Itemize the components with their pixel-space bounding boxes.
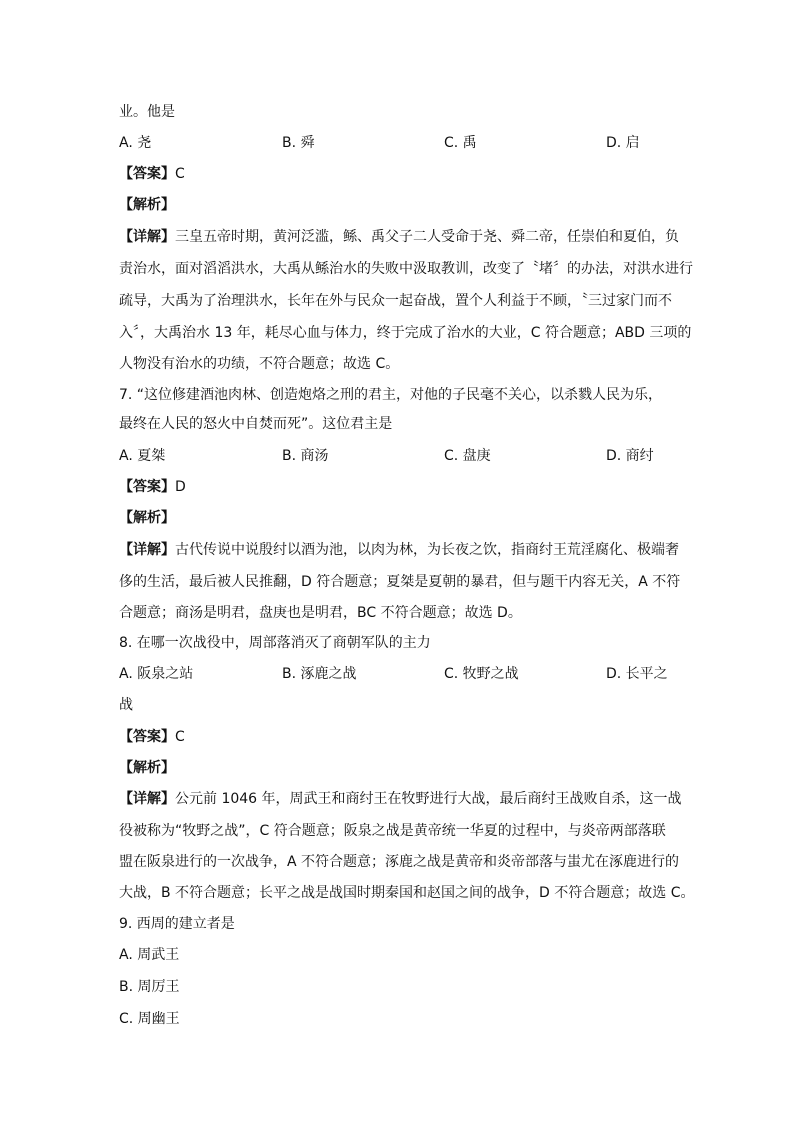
q6-option-d: D. 启 (606, 135, 640, 151)
q6-detail-line-5: 人物没有治水的功绩，不符合题意；故选 C。 (119, 356, 400, 372)
q9-stem: 9. 西周的建立者是 (119, 916, 235, 932)
q7-answer: 【答案】D (119, 479, 186, 495)
q7-option-c: C. 盘庚 (444, 448, 491, 464)
q6-analysis-label: 【解析】 (119, 197, 175, 213)
q8-detail-line-2: 役被称为“牧野之战”，C 符合题意；阪泉之战是黄帝统一华夏的过程中，与炎帝两部落联 (119, 823, 666, 839)
answer-value: C (175, 166, 185, 182)
q6-answer (119, 164, 679, 184)
q7-option-a: A. 夏桀 (119, 448, 166, 464)
q8-option-c: C. 牧野之战 (444, 666, 519, 682)
q8-stem: 8. 在哪一次战役中，周部落消灭了商朝军队的主力 (119, 635, 431, 651)
q7-analysis-label: 【解析】 (119, 510, 175, 526)
q7-detail-line-3: 合题意；商汤是明君，盘庚也是明君，BC 不符合题意；故选 D。 (119, 605, 522, 621)
q6-detail-line-4: 入〞，大禹治水 13 年，耗尽心血与体力，终于完成了治水的大业，C 符合题意；ABD 三项的 (119, 325, 692, 341)
q7-detail-line-2: 侈的生活，最后被人民推翻，D 符合题意；夏桀是夏朝的暴君，但与题干内容无关，A 不符 (119, 574, 681, 590)
q9-option-a: A. 周武王 (119, 947, 180, 963)
q9-option-b: B. 周厉王 (119, 979, 180, 995)
q8-option-d-wrap: 战 (119, 697, 133, 713)
q6-option-a: A. 尧 (119, 135, 152, 151)
q7-stem-line-2: 最终在人民的怒火中自焚而死”。这位君主是 (119, 416, 393, 432)
detail-label: 【详解】 (119, 229, 175, 245)
q8-analysis-label: 【解析】 (119, 760, 175, 776)
q8-option-b: B. 涿鹿之战 (282, 666, 357, 682)
q6-stem-tail: 业。他是 (119, 104, 175, 120)
q8-answer: 【答案】C (119, 729, 185, 745)
q8-detail-line-1: 【详解】公元前 1046 年，周武王和商纣王在牧野进行大战，最后商纣王战败自杀，这一战 (119, 791, 682, 807)
answer-label: 【答案】 (119, 166, 175, 182)
q7-stem-line-1: 7. “这位修建酒池肉林、创造炮烙之刑的君主，对他的子民毫不关心，以杀戮人民为乐， (119, 387, 663, 403)
q9-option-c: C. 周幽王 (119, 1011, 180, 1027)
q6-detail-line-3: 疏导，大禹为了治理洪水，长年在外与民众一起奋战，置个人利益于不顾，〝三过家门而不 (119, 293, 672, 309)
q8-option-a: A. 阪泉之站 (119, 666, 194, 682)
q7-option-b: B. 商汤 (282, 448, 329, 464)
q8-option-d: D. 长平之 (606, 666, 668, 682)
q7-option-d: D. 商纣 (606, 448, 654, 464)
q6-detail-line-2: 责治水，面对滔滔洪水，大禹从鲧治水的失败中汲取教训，改变了〝堵〞的办法，对洪水进行 (119, 261, 693, 277)
q8-detail-line-4: 大战，B 不符合题意；长平之战是战国时期秦国和赵国之间的战争，D 不符合题意；故选 C。 (119, 885, 695, 901)
q6-detail-line-1: 【详解】三皇五帝时期，黄河泛滥，鲧、禹父子二人受命于尧、舜二帝，任崇伯和夏伯，负 (119, 229, 679, 245)
q8-detail-line-3: 盟在阪泉进行的一次战争，A 不符合题意；涿鹿之战是黄帝和炎帝部落与蚩尤在涿鹿进行的 (119, 854, 680, 870)
q7-detail-line-1: 【详解】古代传说中说殷纣以酒为池，以肉为林，为长夜之饮，指商纣王荒淫腐化、极端奢 (119, 542, 679, 558)
q6-option-b: B. 舜 (282, 135, 315, 151)
q6-option-c: C. 禹 (444, 135, 477, 151)
